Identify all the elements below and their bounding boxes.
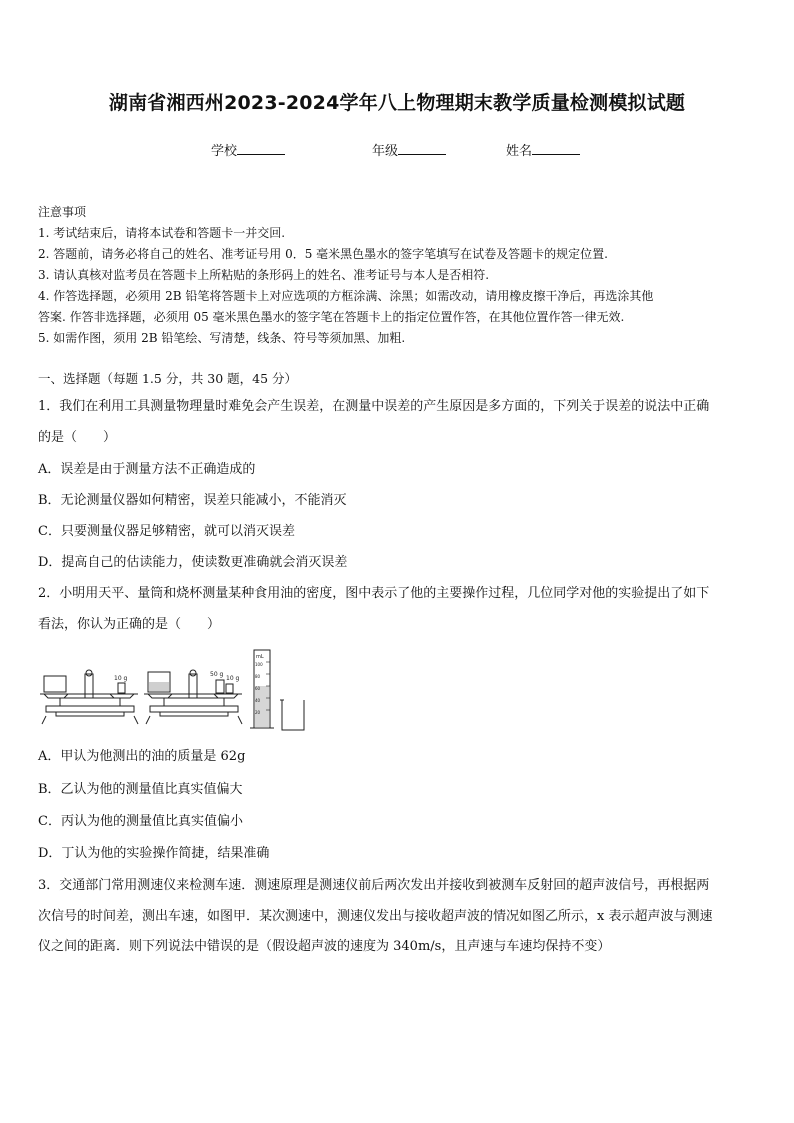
weight-label-2: 50 g — [210, 671, 224, 678]
cylinder-tick: 60 — [255, 686, 261, 691]
note-item: 1. 考试结束后，请将本试卷和答题卡一并交回. — [38, 226, 286, 240]
beaker-on-pan — [44, 676, 66, 692]
q2-option-b: B．乙认为他的测量值比真实值偏大 — [38, 782, 243, 797]
cylinder-tick: 100 — [255, 662, 263, 667]
q2-option-a: A．甲认为他测出的油的质量是 62g — [38, 749, 246, 764]
q1-option-a: A．误差是由于测量方法不正确造成的 — [38, 462, 256, 477]
question-2-line-2: 看法，你认为正确的是（ ） — [38, 617, 221, 632]
weight-label-1: 10 g — [114, 675, 128, 682]
section-heading: 一、选择题（每题 1.5 分，共 30 题，45 分） — [38, 371, 298, 386]
note-item: 2. 答题前，请务必将自己的姓名、准考证号用 0．5 毫米黑色墨水的签字笔填写在试卷及答题卡的规定位置. — [38, 247, 608, 261]
page-title: 湖南省湘西州2023-2024学年八上物理期末教学质量检测模拟试题 — [108, 92, 686, 114]
question-2-line-1: 2．小明用天平、量筒和烧杯测量某种食用油的密度，图中表示了他的主要操作过程，几位同学对他的实验提出了如下 — [38, 586, 710, 601]
grade-label: 年级 — [372, 144, 399, 159]
q1-option-b: B．无论测量仪器如何精密，误差只能减小，不能消灭 — [38, 493, 347, 508]
note-item: 3. 请认真核对监考员在答题卡上所粘贴的条形码上的姓名、准考证号与本人是否相符. — [38, 268, 490, 282]
school-label: 学校 — [211, 144, 238, 159]
weight-label-3: 10 g — [226, 675, 240, 682]
cylinder-unit: mL — [256, 654, 264, 660]
grade-blank[interactable] — [398, 142, 446, 155]
q2-option-d: D．丁认为他的实验操作简捷，结果准确 — [38, 846, 270, 861]
school-field — [211, 140, 285, 159]
question-3-line-2: 次信号的时间差，测出车速，如图甲．某次测速中，测速仪发出与接收超声波的情况如图乙所示，x 表示超声波与测速 — [38, 909, 713, 924]
cylinder-tick: 80 — [255, 674, 261, 679]
note-item: 5. 如需作图，须用 2B 铅笔绘、写清楚，线条、符号等须加黑、加粗. — [38, 331, 406, 345]
name-field — [506, 140, 580, 159]
question-1-line-2: 的是（ ） — [38, 430, 117, 445]
name-label: 姓名 — [506, 144, 533, 159]
question-1-line-1: 1．我们在利用工具测量物理量时难免会产生误差，在测量中误差的产生原因是多方面的，下列关于误差的说法中正确 — [38, 399, 710, 414]
question-3-line-3: 仪之间的距离．则下列说法中错误的是（假设超声波的速度为 340m/s，且声速与车速均保持不变） — [38, 939, 611, 954]
empty-beaker — [280, 700, 304, 730]
name-blank[interactable] — [532, 142, 580, 155]
balance-figure — [38, 646, 310, 732]
notes-title: 注意事项 — [38, 205, 87, 219]
note-item: 答案. 作答非选择题，必须用 05 毫米黑色墨水的签字笔在答题卡上的指定位置作答，在其他位置作答一律无效. — [38, 310, 625, 324]
weight — [118, 683, 125, 693]
q1-option-d: D．提高自己的估读能力，使读数更准确就会消灭误差 — [38, 555, 348, 570]
cylinder-tick: 20 — [255, 710, 261, 715]
q2-option-c: C．丙认为他的测量值比真实值偏小 — [38, 814, 243, 829]
school-blank[interactable] — [237, 142, 285, 155]
cylinder-tick: 40 — [255, 698, 261, 703]
question-3-line-1: 3．交通部门常用测速仪来检测车速．测速原理是测速仪前后两次发出并接收到被测车反射回的超声波信号，再根据两 — [38, 878, 710, 893]
q1-option-c: C．只要测量仪器足够精密，就可以消灭误差 — [38, 524, 295, 539]
note-item: 4. 作答选择题，必须用 2B 铅笔将答题卡上对应选项的方框涂满、涂黑；如需改动，请用橡皮擦干净后，再选涂其他 — [38, 289, 654, 303]
grade-field — [372, 140, 446, 159]
